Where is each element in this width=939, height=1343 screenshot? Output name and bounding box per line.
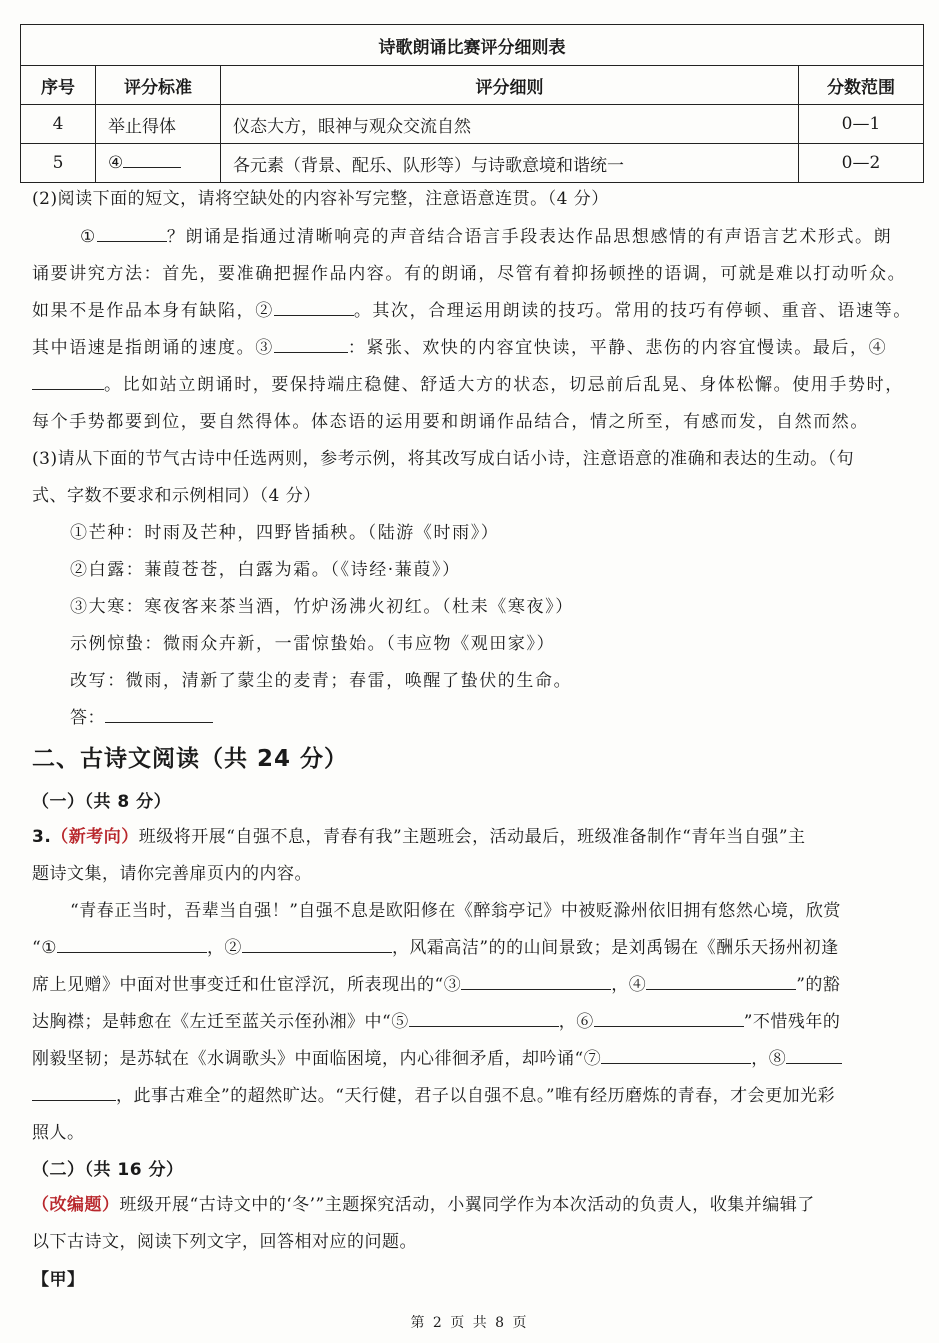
q3-prompt: (3)请从下面的节气古诗中任选两则，参考示例，将其改写成白话小诗，注意语意的准确和表达的生动。（句 xyxy=(32,449,855,469)
q2-line: 如果不是作品本身有缺陷，② 。其次，合理运用朗读的技巧。常用的技巧有停顿、重音、语速等。 xyxy=(32,301,912,321)
row-range: 0—2 xyxy=(799,144,924,183)
table-row xyxy=(21,105,924,144)
rewrite: 改写：微雨，清新了蒙尘的麦青；春雷，唤醒了蛰伏的生命。 xyxy=(70,671,573,691)
passage-line: “青春正当时，吾辈当自强！”自强不息是欧阳修在《醉翁亭记》中被贬滁州依旧拥有悠然心境，欣赏 xyxy=(70,901,841,921)
row-no: 4 xyxy=(21,105,96,144)
q4-line: （改编题）班级开展“古诗文中的‘冬’”主题探究活动，小翼同学作为本次活动的负责人，收集并编辑了 xyxy=(32,1195,815,1215)
part-title: （一）（共 8 分） xyxy=(32,792,172,812)
passage-line: “① ，② ，风霜高洁”的的山间景致；是刘禹锡在《酬乐天扬州初逢 xyxy=(32,938,839,958)
passage-line: ，此事古难全”的超然旷达。“天行健，君子以自强不息。”唯有经历磨炼的青春，才会更加光彩 xyxy=(32,1081,835,1106)
answer-blank xyxy=(105,722,213,723)
table-caption: 诗歌朗诵比赛评分细则表 xyxy=(21,25,924,66)
q2-line: 其中语速是指朗诵的速度。③ ：紧张、欢快的内容宜快读，平静、悲伤的内容宜慢读。最后，④ xyxy=(32,338,888,358)
answer-blank xyxy=(274,315,354,316)
header-no: 序号 xyxy=(21,66,96,105)
answer-line: 答： xyxy=(70,703,213,728)
example: 示例惊蛰：微雨众卉新，一雷惊蛰始。（韦应物《观田家》） xyxy=(70,634,556,654)
row-detail: 各元素（背景、配乐、队形等）与诗歌意境和谐统一 xyxy=(221,144,799,183)
scoring-table xyxy=(20,24,924,183)
q3-line: 3.（新考向）班级将开展“自强不息，青春有我”主题班会，活动最后，班级准备制作“青年当自强”主 xyxy=(32,827,806,847)
answer-blank xyxy=(32,389,104,390)
answer-blank xyxy=(601,1063,751,1064)
passage-line: 刚毅坚韧；是苏轼在《水调歌头》中面临困境，内心徘徊矛盾，却吟诵“⑦ ，⑧ xyxy=(32,1044,842,1069)
passage-line: 照人。 xyxy=(32,1123,85,1143)
answer-blank xyxy=(57,952,207,953)
part-title: （二）（共 16 分） xyxy=(32,1160,184,1180)
header-standard: 评分标准 xyxy=(96,66,221,105)
answer-blank xyxy=(786,1063,842,1064)
header-detail: 评分细则 xyxy=(221,66,799,105)
q2-line: 诵要讲究方法：首先，要准确把握作品内容。有的朗诵，尽管有着抑扬顿挫的语调，可就是难以打动听众。 xyxy=(32,264,907,284)
answer-blank xyxy=(32,1100,116,1101)
q3-line: 题诗文集，请你完善扉页内的内容。 xyxy=(32,864,312,884)
answer-blank xyxy=(274,352,348,353)
row-range: 0—1 xyxy=(799,105,924,144)
q3-prompt: 式、字数不要求和示例相同）（4 分） xyxy=(32,486,321,506)
row-standard: 举止得体 xyxy=(96,105,221,144)
answer-blank xyxy=(646,989,796,990)
section-title: 二、古诗文阅读（共 24 分） xyxy=(32,746,349,772)
answer-blank xyxy=(123,167,181,168)
passage-line: 席上见赠》中面对世事变迁和仕宦浮沉，所表现出的“③ ，④ ”的豁 xyxy=(32,975,841,995)
page-footer: 第 2 页 共 8 页 xyxy=(410,1315,529,1331)
q2-line: 。比如站立朗诵时，要保持端庄稳健、舒适大方的状态，切忌前后乱晃、身体松懈。使用手势时， xyxy=(32,370,904,395)
row-standard: ④ xyxy=(96,144,221,183)
q2-line: ① ？朗诵是指通过清晰响亮的声音结合语言手段表达作品思想感情的有声语言艺术形式。朗 xyxy=(80,227,893,247)
answer-blank xyxy=(409,1026,559,1027)
passage-line: 达胸襟；是韩愈在《左迁至蓝关示侄孙湘》中“⑤ ，⑥ ”不惜残年的 xyxy=(32,1012,841,1032)
passage-label: 【甲】 xyxy=(32,1270,85,1290)
q4-line: 以下古诗文，阅读下列文字，回答相对应的问题。 xyxy=(32,1232,417,1252)
q2-line: 每个手势都要到位，要自然得体。体态语的运用要和朗诵作品结合，情之所至，有感而发，自然而然。 xyxy=(32,412,869,432)
poem-item: ②白露：蒹葭苍苍，白露为霜。（《诗经·蒹葭》） xyxy=(70,560,461,580)
table-row xyxy=(21,144,924,183)
answer-blank xyxy=(97,241,167,242)
row-detail: 仪态大方，眼神与观众交流自然 xyxy=(221,105,799,144)
poem-item: ①芒种：时雨及芒种，四野皆插秧。（陆游《时雨》） xyxy=(70,523,500,543)
answer-blank xyxy=(594,1026,744,1027)
poem-item: ③大寒：寒夜客来茶当酒，竹炉汤沸火初红。（杜耒《寒夜》） xyxy=(70,597,574,617)
answer-blank xyxy=(461,989,611,990)
q2-prompt: (2)阅读下面的短文，请将空缺处的内容补写完整，注意语意连贯。（4 分） xyxy=(32,189,609,209)
row-no: 5 xyxy=(21,144,96,183)
header-range: 分数范围 xyxy=(799,66,924,105)
answer-blank xyxy=(242,952,392,953)
